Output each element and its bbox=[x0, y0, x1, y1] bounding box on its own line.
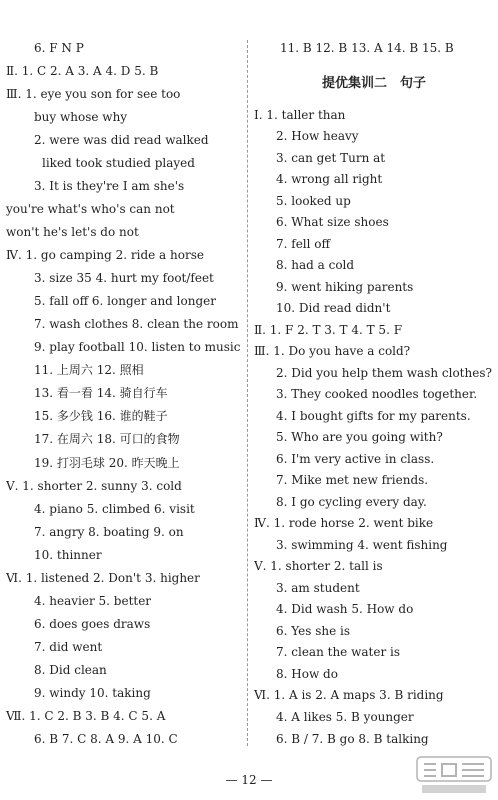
answer-line: you're what's who's can not bbox=[6, 202, 175, 216]
answer-line: Ⅴ. 1. shorter 2. sunny 3. cold bbox=[6, 479, 182, 493]
answer-line: 8. How do bbox=[276, 667, 338, 681]
answer-line: 6. Yes she is bbox=[276, 624, 351, 638]
answer-line: 5. looked up bbox=[276, 194, 351, 208]
answer-line: won't he's let's do not bbox=[6, 225, 139, 239]
answer-line: Ⅰ. 1. taller than bbox=[254, 108, 346, 122]
answer-line: 6. does goes draws bbox=[34, 617, 151, 631]
answer-line: Ⅴ. 1. shorter 2. tall is bbox=[254, 559, 383, 573]
page-number: — 12 — bbox=[225, 773, 273, 787]
answer-line: 3. can get Turn at bbox=[276, 151, 386, 165]
answer-line: Ⅵ. 1. listened 2. Don't 3. higher bbox=[6, 571, 200, 585]
answer-line: 7. angry 8. boating 9. on bbox=[34, 525, 184, 539]
answer-line: 9. went hiking parents bbox=[276, 280, 414, 294]
answer-line: 7. clean the water is bbox=[276, 645, 400, 659]
answer-line: Ⅶ. 1. C 2. B 3. B 4. C 5. A bbox=[6, 709, 166, 723]
answer-line: 3. They cooked noodles together. bbox=[276, 387, 478, 401]
answer-line: buy whose why bbox=[34, 110, 128, 124]
answer-line: 9. play football 10. listen to music bbox=[34, 340, 241, 354]
answer-line: 3. am student bbox=[276, 581, 360, 595]
answer-line: 13. 看一看 14. 骑自行车 bbox=[34, 386, 168, 400]
answer-line: 5. fall off 6. longer and longer bbox=[34, 294, 216, 308]
answer-line: Ⅲ. 1. Do you have a cold? bbox=[254, 344, 411, 358]
answer-line: Ⅳ. 1. go camping 2. ride a horse bbox=[6, 248, 204, 262]
answer-line: 4. Did wash 5. How do bbox=[276, 602, 414, 616]
answer-line: 3. swimming 4. went fishing bbox=[276, 538, 448, 552]
answer-line: 5. Who are you going with? bbox=[276, 430, 443, 444]
answer-line: 11. 上周六 12. 照相 bbox=[34, 363, 144, 377]
answer-line: Ⅳ. 1. rode horse 2. went bike bbox=[254, 516, 434, 530]
answer-line: 10. thinner bbox=[34, 548, 102, 562]
answer-line: 4. wrong all right bbox=[276, 172, 383, 186]
answer-line: 9. windy 10. taking bbox=[34, 686, 151, 700]
answer-line: 8. had a cold bbox=[276, 258, 355, 272]
answer-line: 3. size 35 4. hurt my foot/feet bbox=[34, 271, 214, 285]
answer-line: 15. 多少钱 16. 谁的鞋子 bbox=[34, 409, 168, 423]
answer-line: 10. Did read didn't bbox=[276, 301, 391, 315]
answer-line: Ⅵ. 1. A is 2. A maps 3. B riding bbox=[254, 688, 444, 702]
answer-line: 4. piano 5. climbed 6. visit bbox=[34, 502, 195, 516]
answer-line: 7. fell off bbox=[276, 237, 331, 251]
answer-line: 2. Did you help them wash clothes? bbox=[276, 366, 492, 380]
answer-line: 2. were was did read walked bbox=[34, 133, 209, 147]
answer-line: Ⅱ. 1. C 2. A 3. A 4. D 5. B bbox=[6, 64, 159, 78]
answer-line: 8. I go cycling every day. bbox=[276, 495, 427, 509]
answer-line: 8. Did clean bbox=[34, 663, 107, 677]
answer-line: liked took studied played bbox=[42, 156, 195, 170]
right-column-top-line: 11. B 12. B 13. A 14. B 15. B bbox=[280, 41, 454, 55]
answer-line: 17. 在周六 18. 可口的食物 bbox=[34, 432, 180, 446]
answer-line: 2. How heavy bbox=[276, 129, 359, 143]
answer-line: 6. F N P bbox=[34, 41, 84, 55]
answer-line: Ⅲ. 1. eye you son for see too bbox=[6, 87, 181, 101]
answer-line: 3. It is they're I am she's bbox=[34, 179, 185, 193]
answer-line: 6. B / 7. B go 8. B talking bbox=[276, 732, 429, 746]
answer-line: 7. did went bbox=[34, 640, 103, 654]
answer-line: 4. I bought gifts for my parents. bbox=[276, 409, 471, 423]
answer-line: 6. What size shoes bbox=[276, 215, 389, 229]
column-divider bbox=[247, 40, 248, 746]
answer-line: 19. 打羽毛球 20. 昨天晚上 bbox=[34, 456, 180, 470]
answer-line: 6. B 7. C 8. A 9. A 10. C bbox=[34, 732, 178, 746]
watermark-logo-icon bbox=[416, 756, 492, 796]
section-title: 提优集训二 句子 bbox=[321, 76, 426, 91]
answer-line: 4. heavier 5. better bbox=[34, 594, 152, 608]
answer-line: Ⅱ. 1. F 2. T 3. T 4. T 5. F bbox=[254, 323, 403, 337]
answer-line: 6. I'm very active in class. bbox=[276, 452, 435, 466]
answer-line: 7. Mike met new friends. bbox=[276, 473, 429, 487]
answer-line: 7. wash clothes 8. clean the room bbox=[34, 317, 239, 331]
answer-line: 4. A likes 5. B younger bbox=[276, 710, 414, 724]
